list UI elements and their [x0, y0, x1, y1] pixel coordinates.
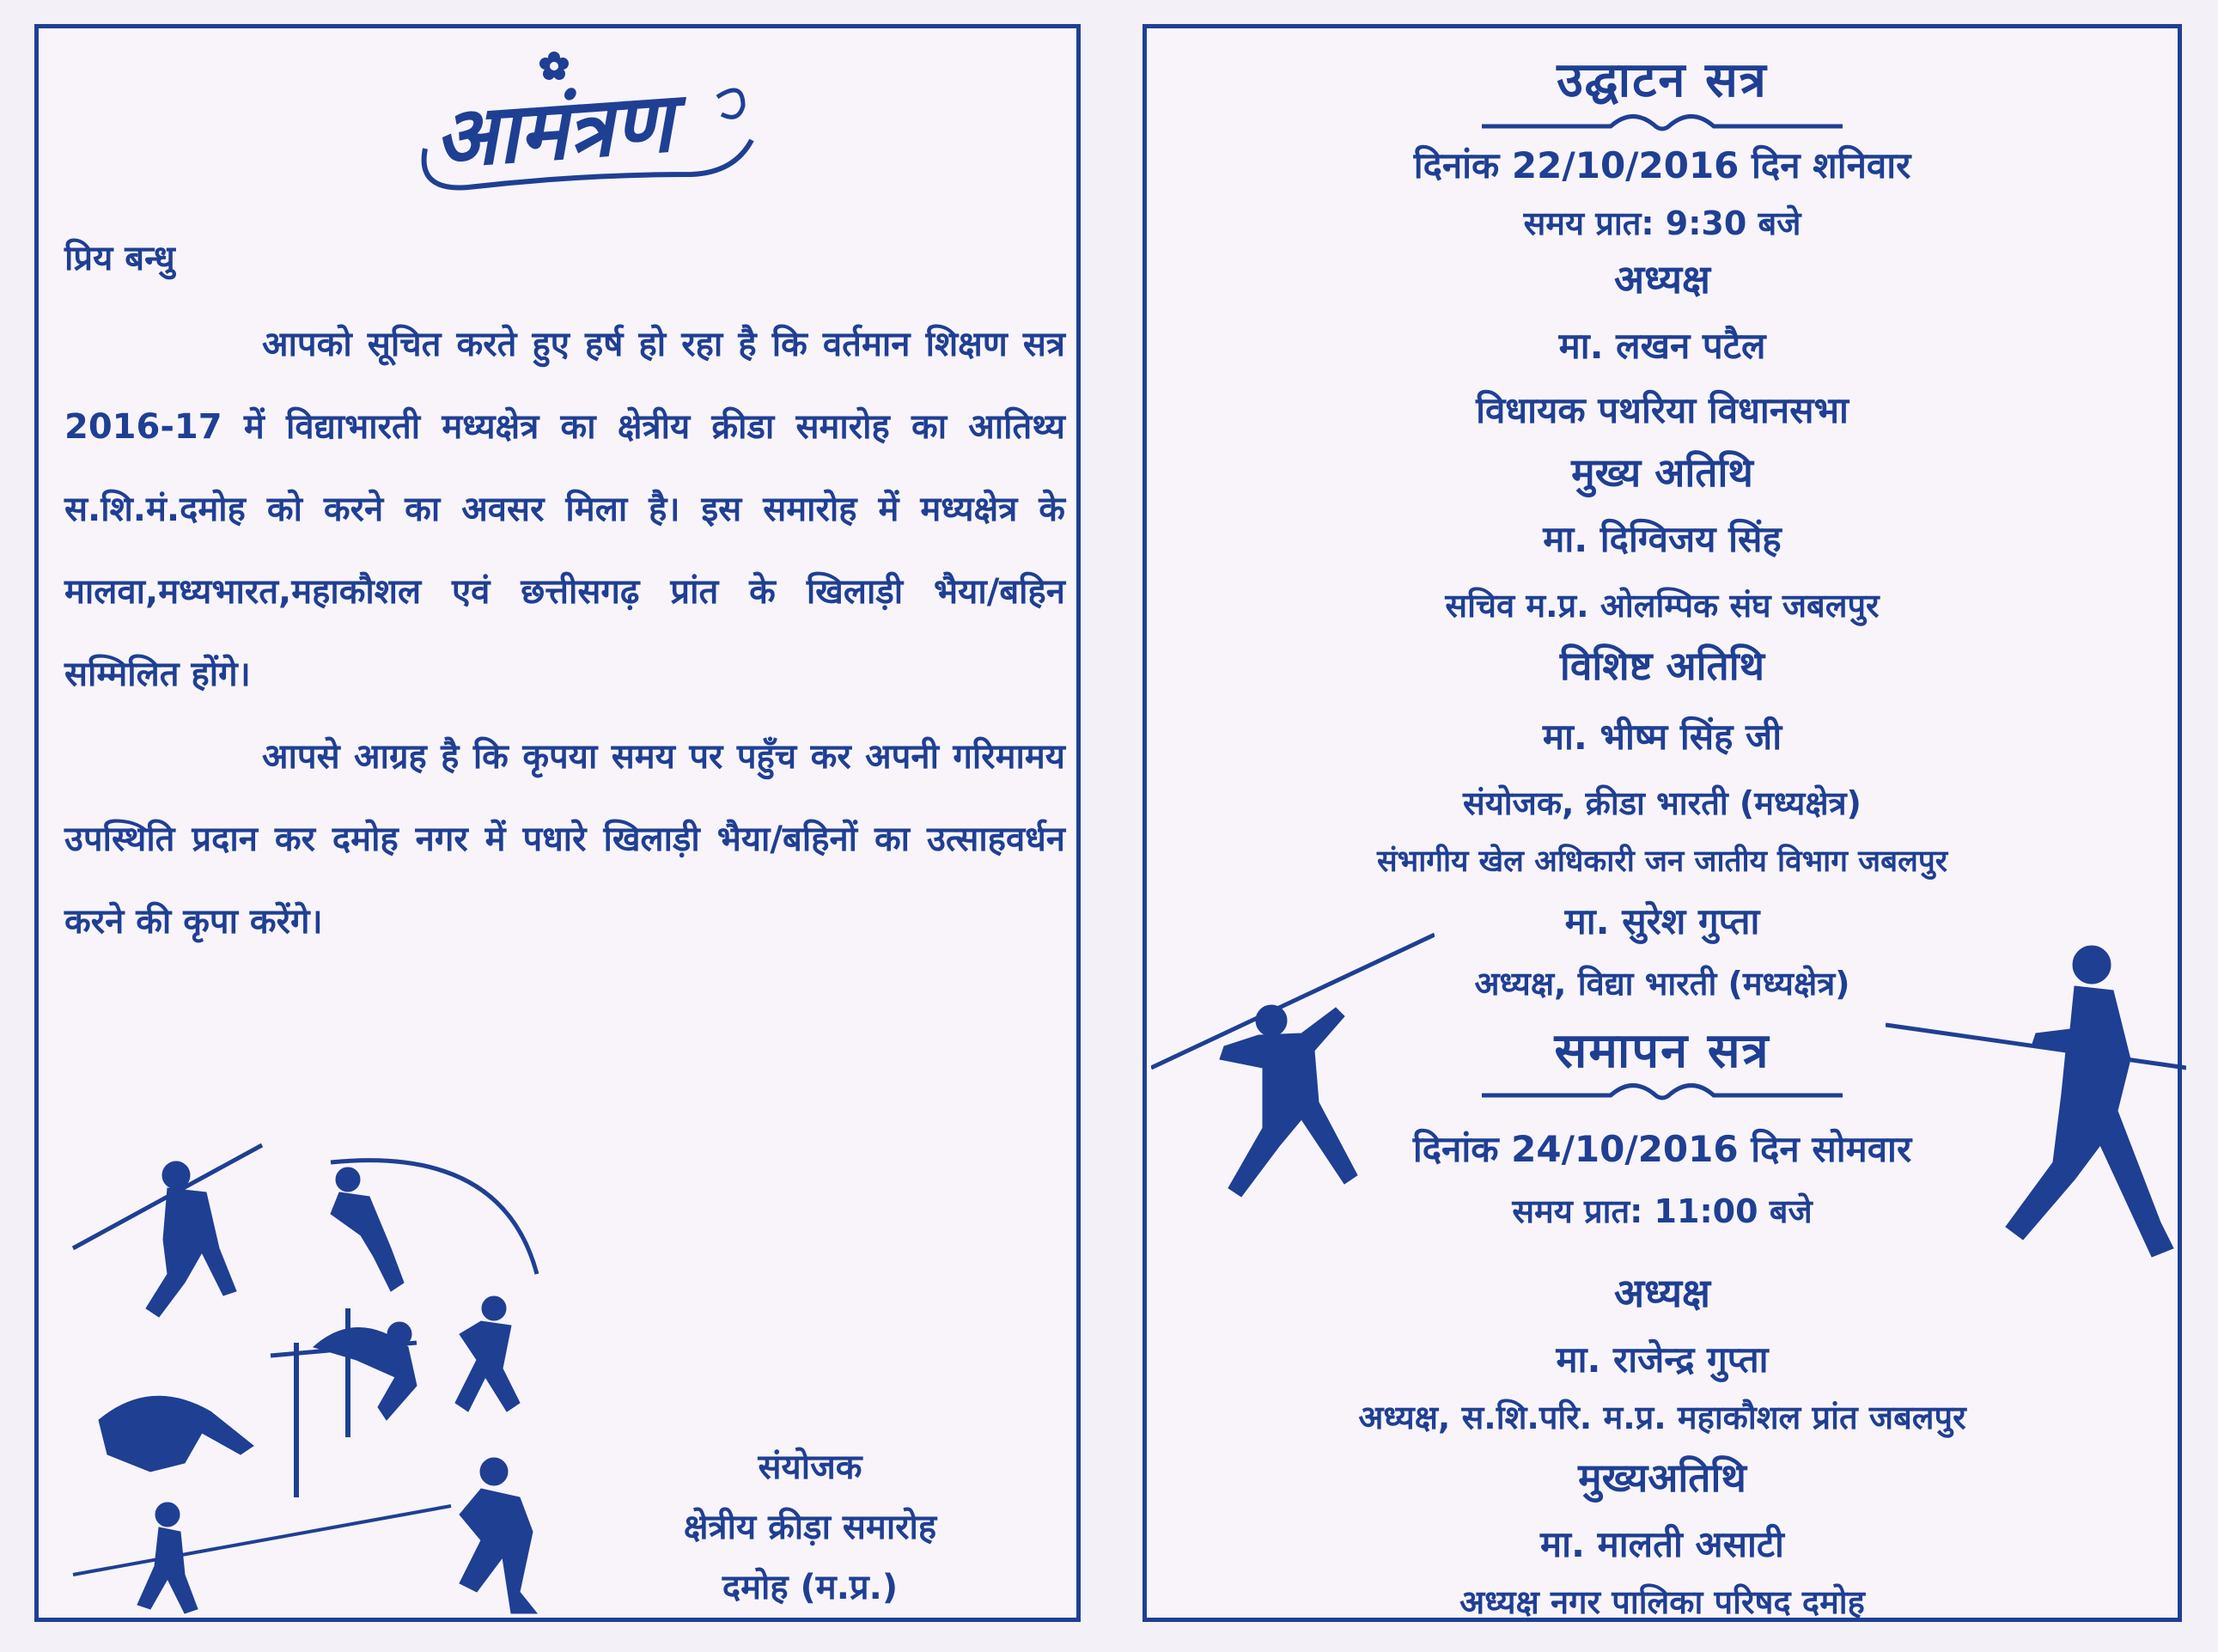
inauguration-chief-guest-name: मा. दिग्विजय सिंह	[1543, 518, 1782, 560]
inauguration-president-name: मा. लखन पटैल	[1558, 325, 1766, 367]
invitation-right-page	[1143, 24, 2182, 1622]
organizer-role: संयोजक	[758, 1448, 862, 1487]
closing-president-role: अध्यक्ष, स.शि.परि. म.प्र. महाकौशल प्रांत जबलपुर	[1358, 1399, 1966, 1436]
closing-chief-guest-title: मुख्यअतिथि	[1578, 1454, 1746, 1501]
greeting: प्रिय बन्धु	[64, 239, 175, 278]
paragraph-1: आपको सूचित करते हुए हर्ष हो रहा है कि वर्तमान शिक्षण सत्र 2016-17 में विद्याभारती मध्यक्षेत्र का क्षेत्रीय क्रीडा समारोह का आतिथ्य स.शि.मं.दमोह को करने का अवसर मिला है। इस समारोह में मध्यक्षेत्र के मालवा,मध्यभारत,महाकौशल एवं छत्तीसगढ़ प्रांत के खिलाड़ी भैया/बहिन सम्मिलित होंगे।	[64, 325, 1065, 694]
inauguration-special-guest-name: मा. भीष्म सिंह जी	[1542, 716, 1782, 758]
paragraph-2: आपसे आग्रह है कि कृपया समय पर पहुँच कर अपनी गरिमामय उपस्थिति प्रदान कर दमोह नगर में पधारे खिलाड़ी भैया/बहिनों का उत्साहवर्धन करने की कृपा करेंगे।	[64, 737, 1065, 942]
closing-chief-guest-role: अध्यक्ष नगर पालिका परिषद दमोह	[1459, 1583, 1865, 1621]
flourish-divider	[1482, 107, 1843, 142]
closing-time: समय प्रात: 11:00 बजे	[1512, 1192, 1813, 1230]
inauguration-special-guest-role-1: संयोजक, क्रीडा भारती (मध्यक्षेत्र)	[1463, 784, 1862, 822]
inauguration-chief-guest-title: मुख्य अतिथि	[1571, 449, 1753, 496]
closing-president-title: अध्यक्ष	[1613, 1270, 1711, 1316]
organizer-signature	[625, 1437, 995, 1618]
inauguration-chief-guest-role: सचिव म.प्र. ओलम्पिक संघ जबलपुर	[1445, 587, 1880, 625]
inauguration-special-guest-role-2: संभागीय खेल अधिकारी जन जातीय विभाग जबलपुर	[1376, 844, 1948, 879]
inauguration-special-guest-title: विशिष्ट अतिथि	[1559, 643, 1765, 689]
runner-with-javelin-illustration	[1886, 939, 2186, 1300]
athletes-illustration	[56, 1111, 588, 1618]
invitation-left-page	[34, 24, 1081, 1622]
flourish-divider-2	[1482, 1076, 1843, 1111]
inauguration-guest2-role: अध्यक्ष, विद्या भारती (मध्यक्षेत्र)	[1474, 965, 1850, 1003]
invitation-body	[64, 303, 1065, 963]
inauguration-president-title: अध्यक्ष	[1613, 256, 1711, 302]
inauguration-time: समय प्रात: 9:30 बजे	[1523, 204, 1801, 242]
inauguration-date: दिनांक 22/10/2016 दिन शनिवार	[1413, 144, 1911, 186]
inauguration-president-role: विधायक पथरिया विधानसभा	[1476, 389, 1849, 431]
amantran-title: आमंत्रण	[430, 73, 676, 187]
javelin-thrower-illustration	[1151, 930, 1435, 1231]
organizer-place: दमोह (म.प्र.)	[722, 1568, 899, 1607]
closing-date: दिनांक 24/10/2016 दिन सोमवार	[1412, 1128, 1912, 1170]
closing-president-name: मा. राजेन्द्र गुप्ता	[1556, 1338, 1769, 1381]
inauguration-heading: उद्घाटन सत्र	[1557, 52, 1768, 108]
amantran-logo	[408, 46, 769, 209]
closing-chief-guest-name: मा. मालती असाटी	[1540, 1523, 1784, 1565]
inauguration-guest2-name: मा. सुरेश गुप्ता	[1564, 900, 1760, 942]
organizer-event: क्षेत्रीय क्रीड़ा समारोह	[683, 1508, 937, 1547]
closing-heading: समापन सत्र	[1554, 1023, 1770, 1079]
